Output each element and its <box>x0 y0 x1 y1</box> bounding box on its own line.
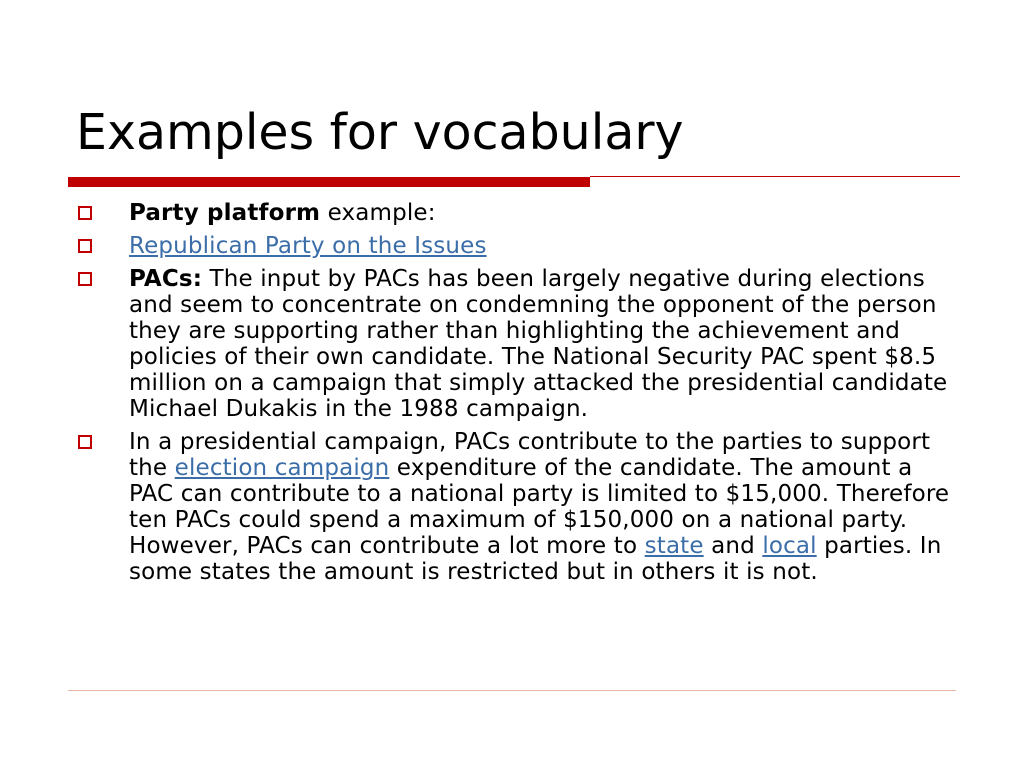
bullet-text <box>129 266 956 422</box>
bullet-body: In a presidential campaign, PACs contribute to the parties to support the <box>129 429 931 481</box>
bullet-body: The input by PACs has been largely negative during elections and seem to concentrate on condemning the opponent of the person they are supporting rather than highlighting the achievement and policies of their own candidate. The National Security PAC spent $8.5 million on a campaign that simply attacked the presidential candidate Michael Dukakis in the 1988 campaign. <box>129 266 948 422</box>
square-bullet-icon <box>78 435 92 449</box>
bullet-text <box>129 233 956 259</box>
square-bullet-icon <box>78 239 92 253</box>
bullet-item <box>76 429 956 585</box>
slide-title: Examples for vocabulary <box>76 104 684 161</box>
state-link[interactable]: state <box>644 533 704 559</box>
bullet-item <box>76 233 956 259</box>
bullet-body: expenditure of the candidate. The amount a PAC can contribute to a national party is limited to $15,000. Therefore ten PACs could spend a maximum of $150,000 on a national party. However, PACs can contribute a lot more to <box>129 455 950 559</box>
square-bullet-icon <box>78 206 92 220</box>
bullet-text <box>129 200 956 226</box>
bullet-body: and <box>703 533 763 559</box>
title-underline-thin <box>590 176 960 177</box>
bullet-text <box>129 429 956 585</box>
bullet-body: example: <box>320 200 436 226</box>
footer-divider <box>68 690 956 691</box>
bullet-body: parties. In some states the amount is restricted but in others it is not. <box>129 533 942 585</box>
election-campaign-link[interactable]: election campaign <box>174 455 390 481</box>
bullet-item <box>76 200 956 226</box>
local-link[interactable]: local <box>762 533 817 559</box>
bullet-item <box>76 266 956 422</box>
square-bullet-icon <box>78 272 92 286</box>
title-underline-thick <box>68 177 590 187</box>
term-label: Party platform <box>129 200 321 226</box>
republican-party-link[interactable]: Republican Party on the Issues <box>129 233 487 259</box>
term-label: PACs: <box>129 266 203 292</box>
bullet-list <box>76 200 956 592</box>
